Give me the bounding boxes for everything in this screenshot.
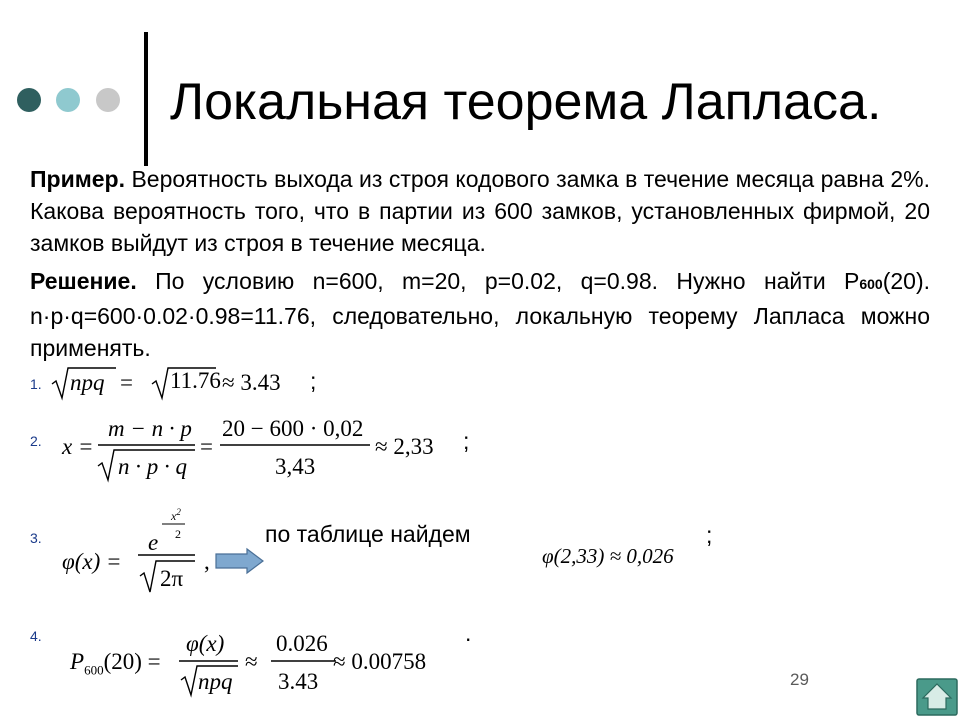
solution-label: Решение. <box>30 268 137 294</box>
formula-3-denominator: 2π <box>160 566 184 591</box>
formula-4-arg: (20) = <box>103 649 161 674</box>
solution-subscript: 600 <box>859 276 883 292</box>
decor-dot-dark <box>17 88 41 112</box>
formula-3-exp-pow: 2 <box>176 507 181 517</box>
formula-4-period: . <box>465 620 472 646</box>
formula-2-denominator: n · p · q <box>118 454 187 479</box>
formula-4-p: P <box>70 649 85 674</box>
formula-2-equals: = <box>200 434 213 459</box>
formula-1-semicolon: ; <box>310 368 317 394</box>
formula-3-semicolon: ; <box>706 522 713 548</box>
solution-text-2: (20). n·p·q=600·0.02·0.98=11.76, следовательно, локальную теорему Лапласа можно применять. <box>30 268 931 361</box>
formula-2-numerator-2: 20 − 600 · 0,02 <box>222 416 364 441</box>
formula-4-numerator: φ(x) <box>186 631 225 656</box>
solution-paragraph <box>30 265 930 364</box>
example-text: Вероятность выхода из строя кодового замка в течение месяца равна 2%. Какова вероятность того, что в партии из 600 замков, установленных фирмой, 20 замков выйдут из строя в течение месяца. <box>30 166 931 256</box>
formula-3-exp-num: x <box>171 509 177 523</box>
formula-3-lhs: φ(x) = <box>62 549 122 574</box>
formula-3-result: φ(2,33) ≈ 0,026 <box>542 544 674 568</box>
formula-2-lhs: x = <box>62 434 94 459</box>
formula-2-numerator: m − n · p <box>108 416 192 441</box>
formula-3-exp-den: 2 <box>175 527 181 541</box>
table-lookup-text: по таблице найдем <box>265 521 471 547</box>
page-number: 29 <box>790 670 809 689</box>
formula-4-sub: 600 <box>84 662 104 678</box>
formula-1-equals: = <box>120 370 133 395</box>
formula-4-numerator-2: 0.026 <box>276 631 328 656</box>
formula-1-radicand: npq <box>70 370 105 395</box>
step-number-4: 4. <box>30 628 42 644</box>
decor-dot-gray <box>96 88 120 112</box>
formula-4-approx: ≈ <box>245 649 258 674</box>
arrow-right-icon <box>215 548 265 574</box>
solution-text-1: По условию n=600, m=20, p=0.02, q=0.98. Нужно найти Р <box>155 268 860 294</box>
formula-4-denominator: npq <box>198 669 233 694</box>
decor-dot-teal <box>56 88 80 112</box>
formula-4-lhs <box>70 649 161 679</box>
example-paragraph <box>30 163 930 259</box>
slide-title: Локальная теорема Лапласа. <box>170 73 882 131</box>
formula-1-approx: ≈ 3.43 <box>222 370 281 395</box>
formula-3-e: e <box>148 530 159 555</box>
formula-4-result: ≈ 0.00758 <box>333 649 427 674</box>
title-divider <box>144 32 148 166</box>
step-number-2: 2. <box>30 433 42 449</box>
formula-2-denominator-2: 3,43 <box>275 454 316 479</box>
formula-2-semicolon: ; <box>463 428 470 454</box>
step-number-1: 1. <box>30 376 42 392</box>
formula-1-value: 11.76 <box>170 368 221 393</box>
example-label: Пример. <box>30 166 125 192</box>
formula-3-comma: , <box>204 549 210 574</box>
formula-4-denominator-2: 3.43 <box>278 669 319 694</box>
formula-2-result: ≈ 2,33 <box>375 434 434 459</box>
step-number-3: 3. <box>30 530 42 546</box>
home-nav-icon[interactable] <box>916 678 958 716</box>
